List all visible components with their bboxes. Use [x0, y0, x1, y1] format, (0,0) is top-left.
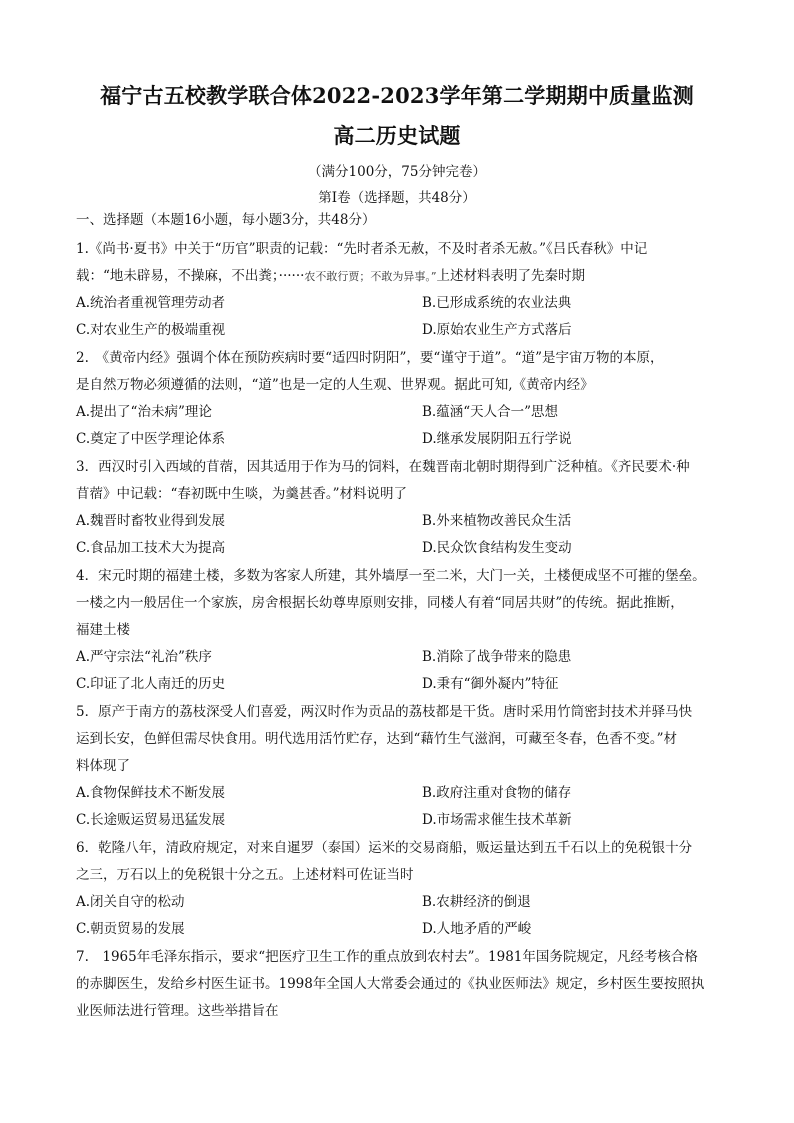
- question-6-option-b[interactable]: B.农耕经济的倒退: [422, 894, 531, 910]
- question-2-option-a[interactable]: A.提出了“治未病”理论: [76, 404, 212, 420]
- question-5-line-3: 料体现了: [76, 758, 130, 774]
- question-2-line-2: 是自然万物必须遵循的法则，“道”也是一定的人生观、世界观。据此可知,《黄帝内经》: [76, 377, 594, 393]
- question-6-option-d[interactable]: D.人地矛盾的严峻: [422, 921, 532, 937]
- question-5-line-1: 5．原产于南方的荔枝深受人们喜爱，两汉时作为贡品的荔枝都是干货。唐时采用竹筒密封技术并驿马快: [76, 704, 693, 720]
- question-5-option-a[interactable]: A.食物保鲜技术不断发展: [76, 785, 226, 801]
- question-7-line-3: 业医师法进行管理。这些举措旨在: [76, 1003, 279, 1019]
- question-1-option-d[interactable]: D.原始农业生产方式落后: [422, 322, 572, 338]
- question-1-line-2b: 上述材料表明了先秦时期: [436, 268, 586, 284]
- question-1-line-2a: 载：“地未辟易，不操麻，不出粪；······: [76, 268, 305, 284]
- question-5-option-b[interactable]: B.政府注重对食物的储存: [422, 785, 572, 801]
- question-4-option-c[interactable]: C.印证了北人南迁的历史: [76, 676, 226, 692]
- question-3-option-b[interactable]: B.外来植物改善民众生活: [422, 513, 572, 529]
- question-7-line-2: 的赤脚医生，发给乡村医生证书。1998年全国人大常委会通过的《执业医师法》规定，乡村医生要按照执: [76, 976, 705, 992]
- question-1-option-b[interactable]: B.已形成系统的农业法典: [422, 295, 572, 311]
- question-4-line-3: 福建土楼: [76, 622, 130, 638]
- volume-label: 第Ⅰ卷（选择题，共48分）: [318, 190, 476, 206]
- question-3-option-a[interactable]: A.魏晋时畜牧业得到发展: [76, 513, 226, 529]
- question-3-line-1: 3．西汉时引入西域的苜蓿，因其适用于作为马的饲料，在魏晋南北朝时期得到广泛种植。《齐民要术·种: [76, 459, 690, 475]
- question-3-option-c[interactable]: C.食品加工技术大为提高: [76, 540, 226, 556]
- question-2-line-1: 2. 《黄帝内经》强调个体在预防疾病时要“适四时阴阳”，要“谨守于道”。“道”是宇宙万物的本原，: [76, 350, 664, 366]
- question-2-option-b[interactable]: B.蕴涵“天人合一”思想: [422, 404, 559, 420]
- question-6-line-1: 6．乾隆八年，清政府规定，对来自暹罗（泰国）运米的交易商船，贩运量达到五千石以上的免税银十分: [76, 840, 693, 856]
- question-2-option-c[interactable]: C.奠定了中医学理论体系: [76, 431, 226, 447]
- question-3-line-2: 苜蓿》中记载：“春初既中生啖，为羹甚香。”材料说明了: [76, 486, 408, 502]
- question-5-option-c[interactable]: C.长途贩运贸易迅猛发展: [76, 812, 226, 828]
- question-6-option-a[interactable]: A.闭关自守的松动: [76, 894, 185, 910]
- question-1-option-c[interactable]: C.对农业生产的极端重视: [76, 322, 226, 338]
- question-1-line-2: [76, 265, 726, 288]
- exam-title: 福宁古五校教学联合体2022-2023学年第二学期期中质量监测: [100, 83, 694, 108]
- question-6-line-2: 之三，万石以上的免税银十分之五。上述材料可佐证当时: [76, 867, 414, 883]
- question-5-line-2: 运到长安，色鲜但需尽快食用。明代选用活竹贮存，达到“藉竹生气滋润，可藏至冬春，色香不变。”材: [76, 731, 678, 747]
- question-4-line-1: 4．宋元时期的福建土楼，多数为客家人所建，其外墙厚一至二米，大门一关，土楼便成坚不可摧的堡垒。: [76, 568, 706, 584]
- question-3-option-d[interactable]: D.民众饮食结构发生变动: [422, 540, 572, 556]
- question-7-line-1: 7. 1965年毛泽东指示，要求“把医疗卫生工作的重点放到农村去”。1981年国务院规定，凡经考核合格: [76, 949, 698, 965]
- question-4-option-d[interactable]: D.秉有“御外凝内”特征: [422, 676, 559, 692]
- question-5-option-d[interactable]: D.市场需求催生技术革新: [422, 812, 572, 828]
- question-4-line-2: 一楼之内一般居住一个家族，房舍根据长幼尊卑原则安排，同楼人有着“同居共财”的传统。据此推断，: [76, 595, 684, 611]
- question-1-small-text: 农不敢行贾；不敢为异事。”: [304, 270, 437, 283]
- question-4-option-a[interactable]: A.严守宗法“礼治”秩序: [76, 649, 212, 665]
- question-4-option-b[interactable]: B.消除了战争带来的隐患: [422, 649, 572, 665]
- question-2-option-d[interactable]: D.继承发展阴阳五行学说: [422, 431, 572, 447]
- question-1-line-1: 1.《尚书·夏书》中关于“历官”职责的记载：“先时者杀无赦，不及时者杀无赦。”《吕氏春秋》中记: [76, 241, 648, 257]
- question-1-option-a[interactable]: A.统治者重视管理劳动者: [76, 295, 226, 311]
- exam-subject: 高二历史试题: [333, 123, 461, 148]
- section-heading: 一、选择题（本题16小题，每小题3分，共48分）: [76, 212, 376, 228]
- question-6-option-c[interactable]: C.朝贡贸易的发展: [76, 921, 185, 937]
- score-info: （满分100分，75分钟完卷）: [308, 164, 486, 180]
